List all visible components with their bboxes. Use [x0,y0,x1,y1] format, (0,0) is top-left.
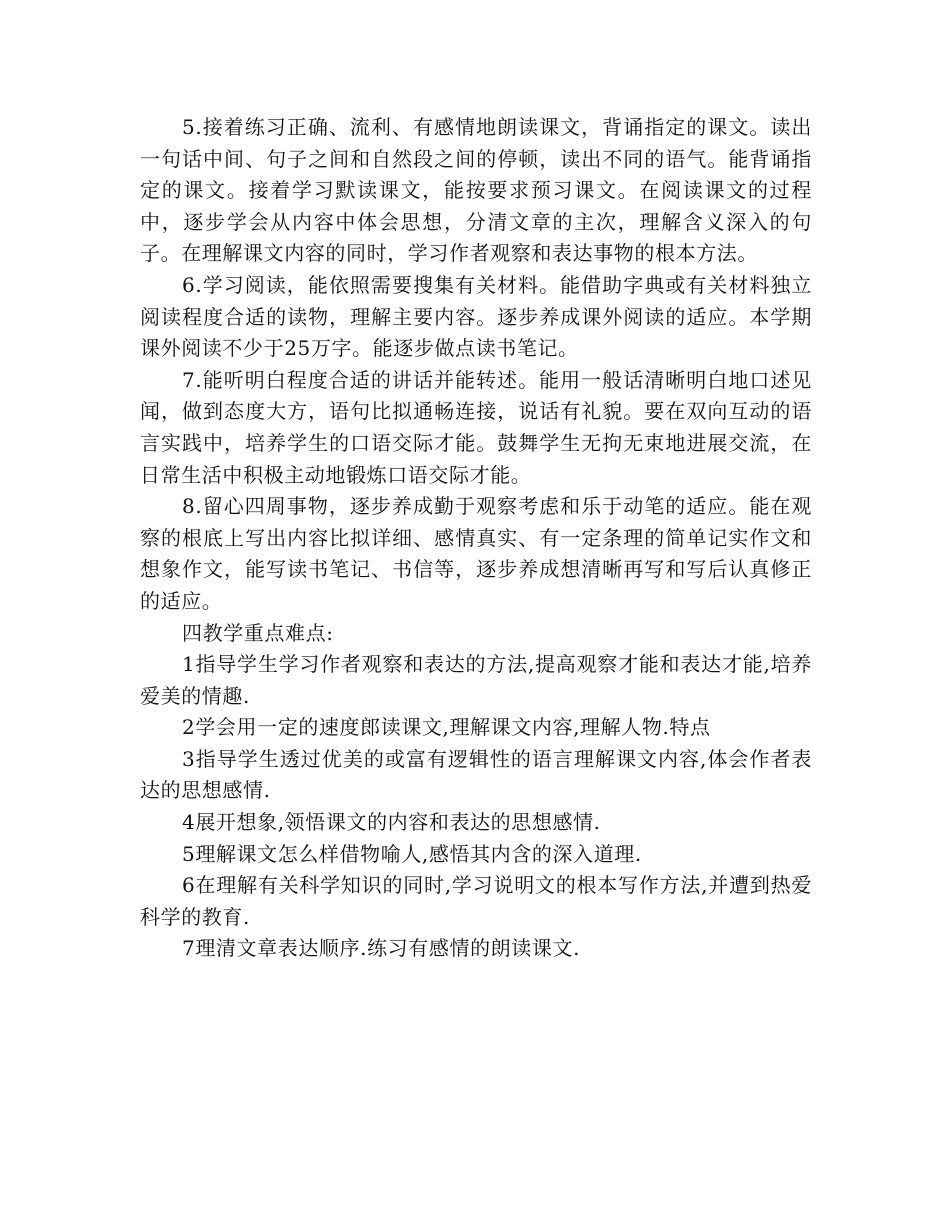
paragraph-item-8: 8.留心四周事物，逐步养成勤于观察考虑和乐于动笔的适应。能在观察的根底上写出内容比拟详细、感情真实、有一定条理的简单记实作文和想象作文，能写读书笔记、书信等，逐步养成想清晰再写和写后认真修正的适应。 [140,494,812,613]
document-page [140,112,812,965]
list-item-1: 1指导学生学习作者观察和表达的方法,提高观察才能和表达才能,培养爱美的情趣. [140,652,812,708]
list-item-3: 3指导学生透过优美的或富有逻辑性的语言理解课文内容,体会作者表达的思想感情. [140,746,812,803]
paragraph-item-7: 7.能听明白程度合适的讲话并能转述。能用一般话清晰明白地口述见闻，做到态度大方，语句比拟通畅连接，说话有礼貌。要在双向互动的语言实践中，培养学生的口语交际才能。鼓舞学生无拘无束地进展交流，在日常生活中积极主动地锻炼口语交际才能。 [140,367,812,487]
paragraph-item-5: 5.接着练习正确、流利、有感情地朗读课文，背诵指定的课文。读出一句话中间、句子之间和自然段之间的停顿，读出不同的语气。能背诵指定的课文。接着学习默读课文，能按要求预习课文。在阅读课文的过程中，逐步学会从内容中体会思想，分清文章的主次，理解含义深入的句子。在理解课文内容的同时，学习作者观察和表达事物的根本方法。 [140,115,812,266]
list-item-7: 7理清文章表达顺序.练习有感情的朗读课文. [182,936,581,961]
list-item-4: 4展开想象,领悟课文的内容和表达的思想感情. [182,810,601,835]
list-item-5: 5理解课文怎么样借物喻人,感悟其内含的深入道理. [182,841,642,866]
list-item-2: 2学会用一定的速度郎读课文,理解课文内容,理解人物.特点 [182,715,711,740]
section-heading-key-difficulties: 四教学重点难点: [182,620,334,645]
paragraph-item-6: 6.学习阅读，能依照需要搜集有关材料。能借助字典或有关材料独立阅读程度合适的读物，理解主要内容。逐步养成课外阅读的适应。本学期课外阅读不少于25万字。能逐步做点读书笔记。 [140,272,812,361]
list-item-6: 6在理解有关科学知识的同时,学习说明文的根本写作方法,并遭到热爱科学的教育. [140,873,812,929]
